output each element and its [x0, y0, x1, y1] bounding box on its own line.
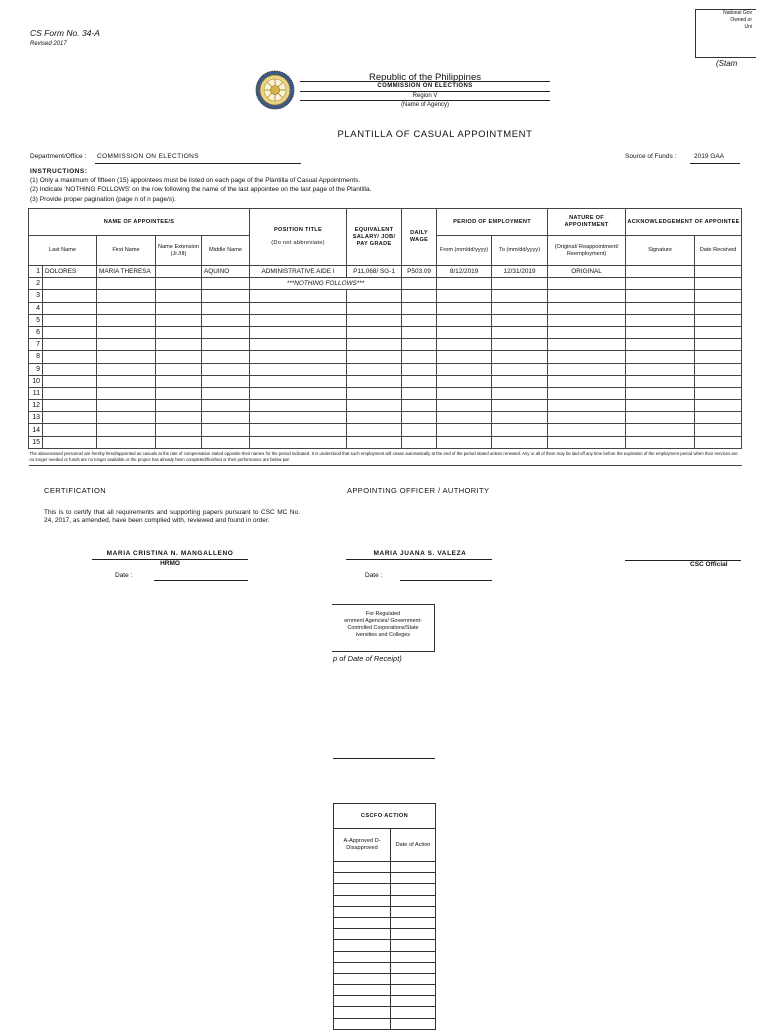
- table-row: [29, 387, 742, 399]
- agency-caption: (Name of Agency): [400, 102, 450, 108]
- regulated-line: Controlled Corporations/State: [347, 625, 419, 631]
- table-row: [29, 424, 742, 436]
- row-number: 7: [29, 339, 43, 351]
- nature-cell: ORIGINAL: [548, 266, 626, 278]
- instruction-item: (2) Indicate 'NOTHING FOLLOWS' on the row following the name of the last appointee on the last page of the Plantilla.: [30, 186, 372, 194]
- revision-date: Revised 2017: [30, 41, 67, 47]
- nature-note-header: (Original/ Reappointment/ Reemployment): [548, 236, 626, 266]
- row-number: 8: [29, 351, 43, 363]
- name-of-appointees-header: NAME OF APPOINTEE/S: [29, 209, 250, 236]
- row-number: 15: [29, 436, 43, 448]
- row-number: 9: [29, 363, 43, 375]
- instruction-item: (1) Only a maximum of fifteen (15) appointees must be listed on each page of the Plantilla of Casual Appointments.: [30, 177, 361, 185]
- acknowledgement-header: ACKNOWLEDGEMENT OF APPOINTEE: [626, 209, 742, 236]
- to-date-cell: 12/31/2019: [492, 266, 548, 278]
- table-row: [29, 351, 742, 363]
- regulated-agencies-box: [332, 604, 435, 652]
- table-row: [29, 326, 742, 338]
- cscfo-row: [334, 862, 436, 873]
- table-row: [29, 400, 742, 412]
- form-number: CS Form No. 34-A: [30, 28, 100, 38]
- instructions-title: INSTRUCTIONS:: [30, 168, 88, 175]
- cscfo-row: [334, 985, 436, 996]
- table-row: [29, 266, 742, 278]
- cscfo-row: [334, 873, 436, 884]
- stamp-box-line: National Gov: [723, 10, 752, 16]
- row-number: 1: [29, 266, 43, 278]
- source-of-funds-value: 2019 GAA: [694, 153, 724, 160]
- position-title-label: POSITION TITLE: [274, 227, 323, 233]
- position-title-note: (Do not abbreviate): [271, 240, 325, 246]
- agency-name: COMMISSION ON ELECTIONS: [377, 83, 473, 89]
- instructions: [30, 167, 371, 204]
- row-number: 6: [29, 326, 43, 338]
- cscfo-row: [334, 895, 436, 906]
- funds-underline: [690, 163, 740, 164]
- source-of-funds-label: Source of Funds :: [625, 153, 677, 160]
- last-name-cell: DOLORES: [43, 266, 97, 278]
- cscfo-row: [334, 1007, 436, 1018]
- department-value: COMMISSION ON ELECTIONS: [97, 153, 200, 160]
- hrmo-name: MARIA CRISTINA N. MANGALLENO: [106, 550, 234, 557]
- table-row: [29, 302, 742, 314]
- appointing-officer-title: APPOINTING OFFICER / AUTHORITY: [347, 486, 490, 495]
- cscfo-row: [334, 940, 436, 951]
- regulated-line: iversities and Colleges: [356, 632, 410, 638]
- department-label: Department/Office :: [30, 153, 87, 160]
- table-row: [29, 278, 742, 290]
- agency-underline: [300, 100, 550, 101]
- region-name: Region V: [412, 93, 438, 99]
- date-received-cell: [695, 266, 742, 278]
- row-number: 11: [29, 387, 43, 399]
- table-row: [29, 290, 742, 302]
- cscfo-action-table: [333, 803, 436, 1030]
- cscfo-row: [334, 929, 436, 940]
- from-date-header: From (mm/dd/yyyy): [437, 236, 492, 266]
- appointing-signature-line: [346, 559, 492, 560]
- hrmo-title: HRMO: [160, 560, 180, 567]
- cscfo-row: [334, 962, 436, 973]
- first-name-header: First Name: [97, 236, 156, 266]
- position-cell: ADMINISTRATIVE AIDE I: [250, 266, 347, 278]
- signature-cell: [626, 266, 695, 278]
- cscfo-action-title: CSCFO ACTION: [334, 804, 436, 829]
- cscfo-row: [334, 906, 436, 917]
- first-name-cell: MARIA THERESA: [97, 266, 156, 278]
- last-name-header: Last Name: [29, 236, 97, 266]
- daily-wage-header: DAILY WAGE: [402, 209, 437, 266]
- cscfo-row: [334, 884, 436, 895]
- approval-column-header: A-Approved D- Disapproved: [334, 829, 391, 862]
- cscfo-row: [334, 951, 436, 962]
- republic-heading: Republic of the Philippines: [369, 72, 481, 83]
- agency-underline: [300, 81, 550, 82]
- table-row: [29, 375, 742, 387]
- stamp-label: (Stam: [716, 59, 738, 68]
- table-row: [29, 412, 742, 424]
- plantilla-table: [28, 208, 742, 466]
- date-of-action-header: Date of Action: [391, 829, 436, 862]
- middle-name-cell: AQUINO: [202, 266, 250, 278]
- row-number: 3: [29, 290, 43, 302]
- salary-grade-header: EQUIVALENT SALARY/ JOB/ PAY GRADE: [347, 209, 402, 266]
- nature-of-appointment-header: NATURE OF APPOINTMENT: [548, 209, 626, 236]
- row-number: 14: [29, 424, 43, 436]
- position-title-header: [250, 209, 347, 266]
- table-row: [29, 363, 742, 375]
- appointing-officer-name: MARIA JUANA S. VALEZA: [373, 550, 467, 557]
- table-footnote: The abovenamed personnel are hereby hired/appointed as casuals at the rate of compensation stated opposite their names for the period indicated. It is understood that such employment will cease automatically at the end of the period stated unless renewed. Any or all of them may be laid-off any time before the expiration of the employment period when their services are no longer needed or funds are no longer available or the project has already been completed/finished or their performance are below par.: [29, 448, 742, 465]
- daily-wage-cell: P503.09: [402, 266, 437, 278]
- received-signature-line: [333, 758, 435, 759]
- hrmo-date-field: [154, 580, 248, 581]
- cscfo-row: [334, 917, 436, 928]
- stamp-box-line: Owned or: [730, 17, 752, 23]
- table-row: [29, 339, 742, 351]
- row-number: 13: [29, 412, 43, 424]
- agency-stamp-box: [695, 9, 756, 58]
- certification-text: This is to certify that all requirements and supporting papers pursuant to CSC MC No. 24, 2017, as amended, have been complied with, reviewed and found in order.: [44, 509, 300, 524]
- salary-cell: P11,068/ SG-1: [347, 266, 402, 278]
- period-of-employment-header: PERIOD OF EMPLOYMENT: [437, 209, 548, 236]
- name-extension-cell: [156, 266, 202, 278]
- certification-title: CERTIFICATION: [44, 486, 107, 495]
- row-number: 4: [29, 302, 43, 314]
- cscfo-row: [334, 996, 436, 1007]
- middle-name-header: Middle Name: [202, 236, 250, 266]
- csc-official-label: CSC Official: [690, 561, 728, 568]
- table-row: [29, 314, 742, 326]
- date-received-header: Date Received: [695, 236, 742, 266]
- regulated-line: ernment Agencies/ Government-: [344, 618, 422, 624]
- agency-underline: [300, 91, 550, 92]
- stamp-of-date-label: p of Date of Receipt): [333, 654, 402, 663]
- page-title: PLANTILLA OF CASUAL APPOINTMENT: [337, 129, 533, 140]
- to-date-header: To (mm/dd/yyyy): [492, 236, 548, 266]
- appointing-date-field: [400, 580, 492, 581]
- hrmo-date-label: Date :: [115, 572, 133, 579]
- table-row: [29, 436, 742, 448]
- nothing-follows-label: ***NOTHING FOLLOWS***: [250, 278, 402, 290]
- row-number: 2: [29, 278, 43, 290]
- row-number: 12: [29, 400, 43, 412]
- comelec-seal-icon: [255, 70, 295, 110]
- appointing-date-label: Date :: [365, 572, 383, 579]
- from-date-cell: 8/12/2019: [437, 266, 492, 278]
- department-underline: [95, 163, 301, 164]
- instruction-item: (3) Provide proper pagination (page n of n page/s).: [30, 195, 176, 203]
- regulated-line: For Regulated: [365, 611, 401, 617]
- cscfo-row: [334, 973, 436, 984]
- stamp-box-line: Uni: [744, 24, 752, 30]
- name-extension-header: Name Extension (Jr./III): [156, 236, 202, 266]
- signature-header: Signature: [626, 236, 695, 266]
- row-number: 10: [29, 375, 43, 387]
- row-number: 5: [29, 314, 43, 326]
